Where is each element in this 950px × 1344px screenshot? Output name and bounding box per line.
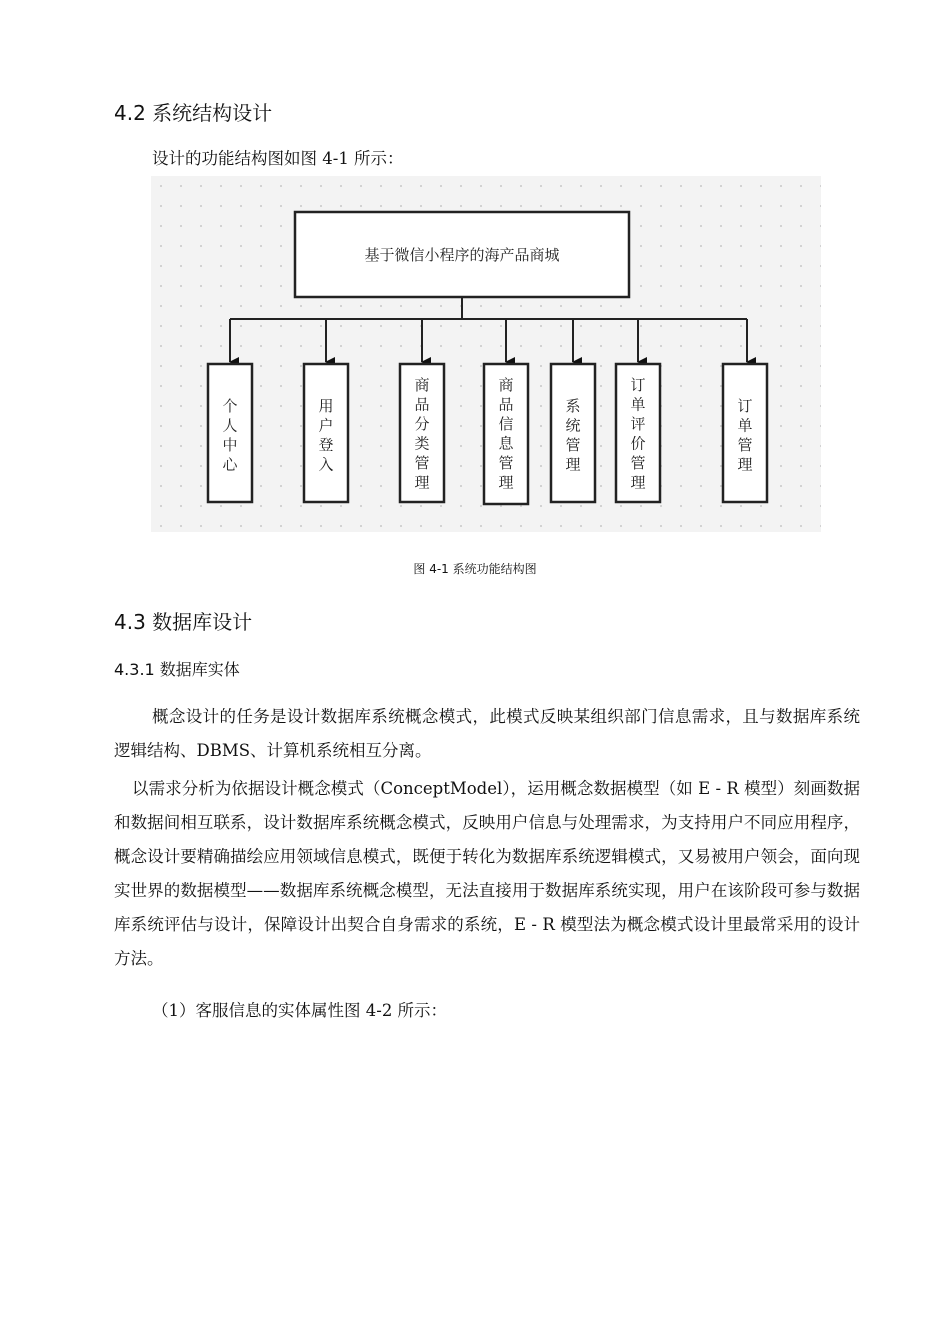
paragraph-concept-design: 概念设计的任务是设计数据库系统概念模式，此模式反映某组织部门信息需求，且与数据库系统逻辑结构、DBMS、计算机系统相互分离。 xyxy=(114,707,860,760)
child-label: 订单评价管理 xyxy=(630,376,646,492)
child-label: 系统管理 xyxy=(565,397,581,474)
diagram-child-category-mgmt xyxy=(400,364,444,502)
diagram-child-product-info-mgmt xyxy=(484,364,528,504)
child-label: 订单管理 xyxy=(737,397,753,474)
function-structure-diagram xyxy=(151,176,821,532)
figure-caption: 图 4-1 系统功能结构图 xyxy=(413,562,537,576)
child-label: 商品分类管理 xyxy=(414,376,430,492)
diagram-child-order-review-mgmt xyxy=(616,364,660,502)
section-heading-4-3-1: 4.3.1 数据库实体 xyxy=(114,660,240,679)
diagram-child-user-login xyxy=(304,364,348,502)
paragraph-entity-intro: （1）客服信息的实体属性图 4-2 所示： xyxy=(152,1001,448,1020)
section-heading-4-3: 4.3 数据库设计 xyxy=(114,610,253,634)
diagram-child-system-mgmt xyxy=(551,364,595,502)
diagram-child-personal-center xyxy=(208,364,252,502)
child-label: 个人中心 xyxy=(222,397,238,474)
diagram-root-label: 基于微信小程序的海产品商城 xyxy=(364,246,560,264)
diagram-child-order-mgmt xyxy=(723,364,767,502)
child-label: 商品信息管理 xyxy=(498,376,514,492)
figure-intro-text: 设计的功能结构图如图 4-1 所示： xyxy=(152,149,404,168)
paragraph-er-model: 以需求分析为依据设计概念模式（ConceptModel），运用概念数据模型（如 E - R 模型）刻画数据和数据间相互联系，设计数据库系统概念模式，反映用户信息与处理需求，为支持用户不同应用程序，概念设计要精确描绘应用领域信息模式，既便于转化为数据库系统逻辑模式，又易被用户领会，面向现实世界的数据模型——数据库系统概念模型，无法直接用于数据库系统实现，用户在该阶段可参与数据库系统评估与设计，保障设计出契合自身需求的系统，E - R 模型法为概念模式设计里最常采用的设计方法。 xyxy=(114,779,860,968)
section-heading-4-2: 4.2 系统结构设计 xyxy=(114,101,273,125)
child-label: 用户登入 xyxy=(318,397,334,474)
